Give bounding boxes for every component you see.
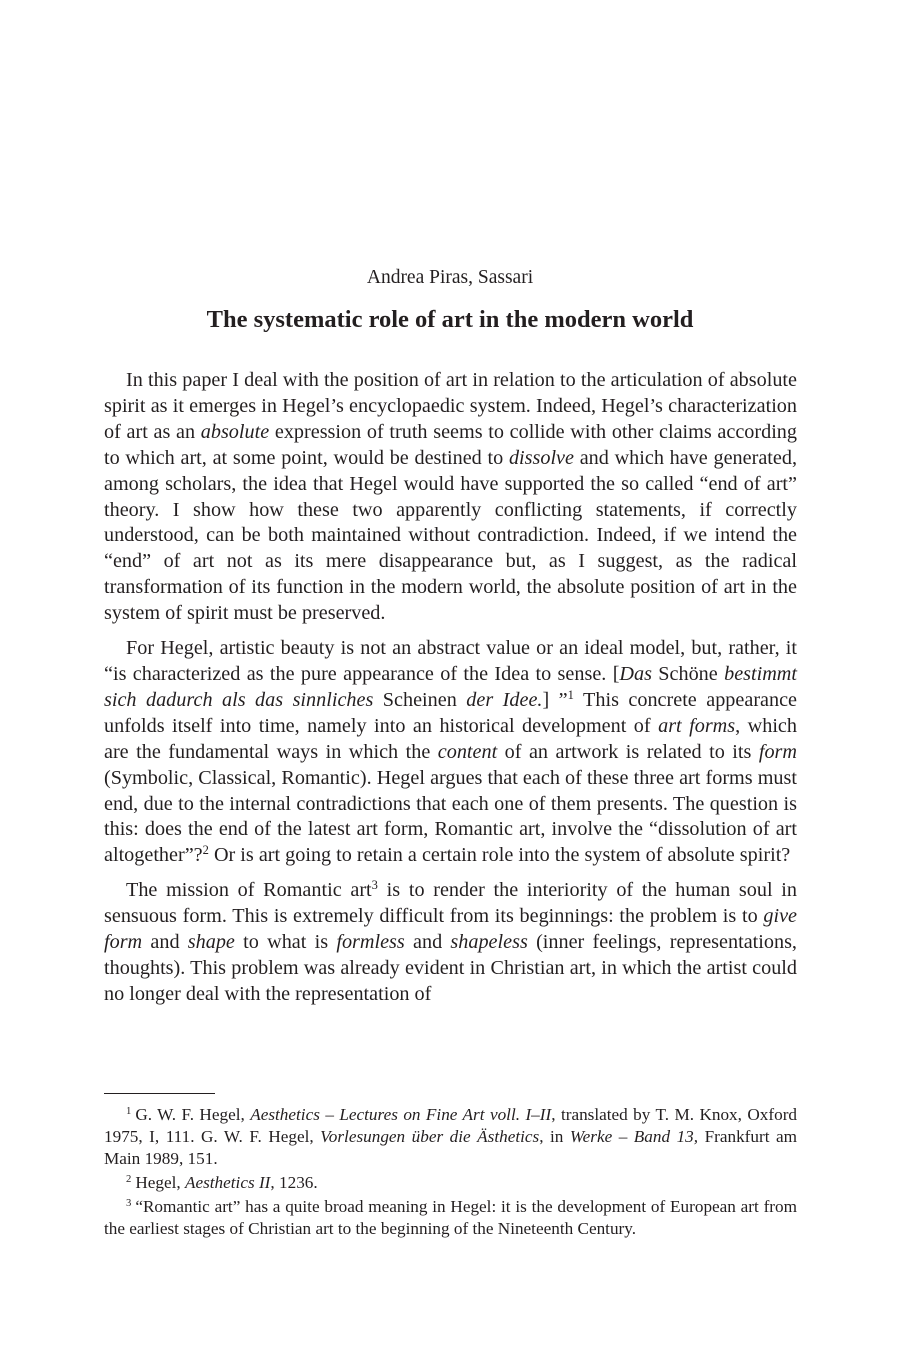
footnote-marker: 2 — [202, 843, 209, 858]
text-run: ] ” — [542, 688, 568, 711]
text-run: (inner feelings, representations, thoughts). This problem was already evident in Christian art, in which the artist could no longer deal with the representation of — [104, 931, 797, 1005]
italic-run: shapeless — [450, 931, 528, 954]
text-run: , translated by T. M. Knox, Oxford 1975, I, 111. G. W. F. Hegel, — [104, 1105, 798, 1146]
italic-run: Aesthetics – Lectures on Fine Art voll. I–II — [250, 1105, 552, 1124]
paper-title: The systematic role of art in the modern world — [206, 306, 694, 333]
footnote-separator — [104, 1093, 215, 1094]
text-run: expression of truth seems to collide with other claims according to which art, at some point, would be destined to — [104, 420, 797, 469]
footnote — [104, 1196, 797, 1240]
author-line: Andrea Piras, Sassari — [366, 267, 534, 288]
text-run: In this paper I deal with the position of art in relation to the articulation of absolute spirit as it emerges in Hegel’s encyclopaedic system. Indeed, Hegel’s characterization of art as an — [104, 369, 797, 443]
footnote-marker: 2 — [126, 1174, 132, 1186]
italic-run: form — [758, 740, 797, 763]
text-run: “Romantic art” has a quite broad meaning in Hegel: it is the development of European art from the earliest stages of Christian art to the beginning of the Nineteenth Century. — [104, 1197, 797, 1238]
text-run: Or is art going to retain a certain role into the system of absolute spirit? — [208, 844, 791, 867]
body-paragraph — [104, 878, 797, 1008]
text-run: The mission of Romantic art — [126, 879, 372, 902]
footnote-marker: 3 — [371, 878, 378, 893]
italic-run: content — [437, 740, 498, 763]
italic-run: Aesthetics II — [184, 1173, 271, 1192]
text-run: , 1236. — [270, 1173, 318, 1192]
italic-run: shape — [187, 931, 235, 954]
text-run: (Symbolic, Classical, Romantic). Hegel argues that each of these three art forms must end, due to the internal contradictions that each one of them presents. The question is this: does the end of the latest art form, Romantic art, involve the “dissolution of art altogether”? — [104, 766, 797, 867]
text-run: Frankfurt am Main 1989, 151. — [104, 1127, 797, 1168]
body-text — [104, 368, 797, 1017]
text-run: is to render the interiority of the human soul in sensuous form. This is extremely difficult from its beginnings: the problem is to — [104, 879, 797, 928]
italic-run: Vorlesungen über die Ästhetics — [320, 1127, 540, 1146]
italic-run: dissolve — [508, 446, 574, 469]
body-paragraph — [104, 636, 797, 869]
text-run: and which have generated, among scholars, the idea that Hegel would have supported the so called “end of art” theory. I show how these two apparently conflicting statements, if correctly understood, can be both maintained without contradiction. Indeed, if we intend the “end” of art not as its mere disappearance but, as I suggest, as the radical transformation of its function in the modern world, the absolute position of art in the system of spirit must be preserved. — [104, 446, 798, 625]
text-run: , which are the fundamental ways in which the — [104, 714, 797, 763]
text-run: Scheinen — [373, 688, 467, 711]
text-run: and — [404, 931, 451, 954]
body-paragraph — [104, 368, 797, 627]
italic-run: absolute — [200, 420, 270, 443]
footnote-marker: 1 — [126, 1106, 132, 1118]
italic-run: formless — [336, 931, 405, 954]
italic-run: art forms — [658, 714, 736, 737]
text-run: G. W. F. Hegel, — [135, 1105, 251, 1124]
italic-run: Werke – Band 13, — [569, 1127, 699, 1146]
italic-run: bestimmt sich dadurch als das sinnliches — [104, 662, 797, 711]
footnote-marker: 1 — [567, 688, 574, 702]
text-run: Hegel, — [135, 1173, 185, 1192]
italic-run: der Idee. — [466, 688, 543, 711]
text-run: Schöne — [651, 662, 725, 685]
text-run: and — [142, 931, 188, 954]
italic-run: give form — [104, 905, 797, 954]
text-run: For Hegel, artistic beauty is not an abstract value or an ideal model, but, rather, it “is characterized as the pure appearance of the Idea to sense. [ — [104, 637, 797, 685]
footnote — [104, 1172, 797, 1194]
text-run: of an artwork is related to its — [497, 740, 759, 763]
text-run: This concrete appearance unfolds itself into time, namely into an historical development of — [104, 688, 798, 737]
footnote — [104, 1104, 797, 1170]
italic-run: Das — [619, 662, 652, 685]
text-run: , in — [539, 1127, 570, 1146]
text-run: to what is — [234, 931, 337, 954]
footnotes — [104, 1104, 797, 1242]
footnote-marker: 3 — [126, 1198, 132, 1210]
